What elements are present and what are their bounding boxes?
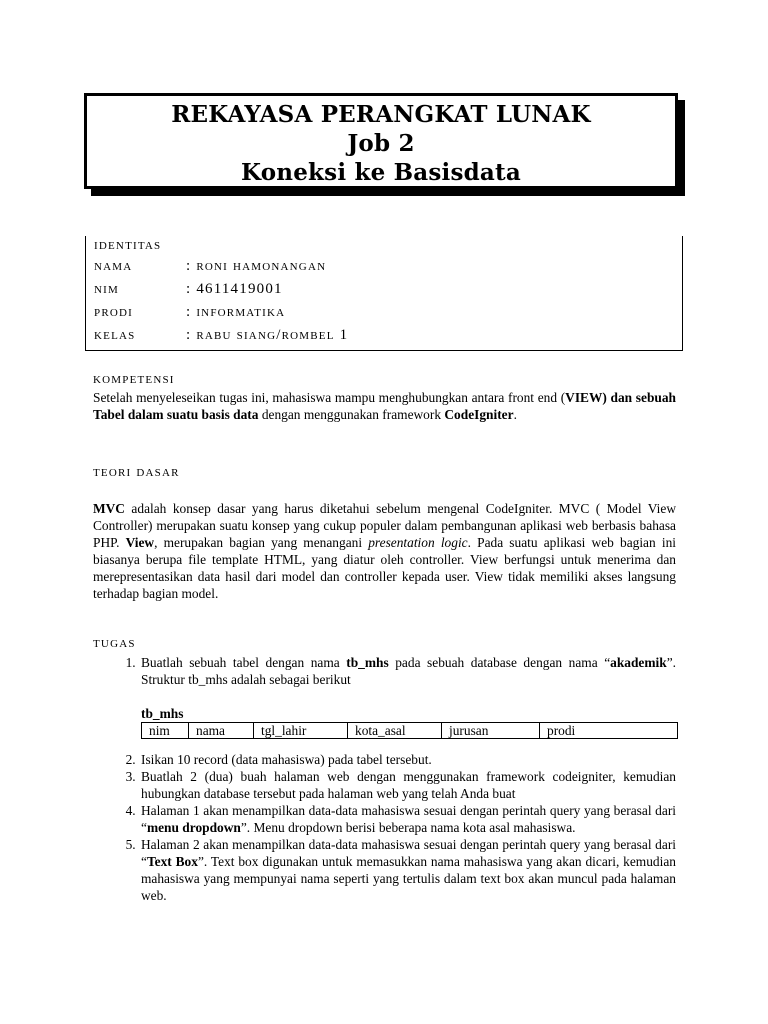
text-run: ”. Struktur tb_mhs adalah sebagai berikut: [141, 655, 676, 687]
document-title: REKAYASA PERANGKAT LUNAK: [171, 101, 591, 128]
text-run: Halaman 1 akan menampilkan data-data mahasiswa sesuai dengan perintah query yang berasal dari “: [141, 803, 676, 835]
text-run: Setelah menyeleseikan tugas ini, mahasiswa mampu menghubungkan antara front end (: [93, 390, 566, 405]
table-label: tb_mhs: [141, 706, 184, 721]
task-list: [93, 654, 676, 904]
text-run-italic: presentation logic: [368, 535, 468, 550]
text-run: adalah konsep dasar yang harus diketahui sebelum mengenal CodeIgniter. MVC ( Model View Controller) merupakan suatu konsep yang cukup populer dalam pembangunan aplikasi web berbasis bahasa PHP.: [93, 501, 676, 550]
task-item: [139, 768, 676, 802]
text-run: .: [513, 407, 517, 422]
text-run-bold: dan sebuah Tabel dalam suatu basis data: [93, 390, 676, 422]
identity-box: [85, 236, 683, 351]
identity-key: nama: [94, 258, 133, 274]
identity-value: : 4611419001: [186, 281, 283, 297]
text-run: ”. Text box digunakan untuk memasukkan nama mahasiswa yang akan dicari, kemudian mahasiswa yang mempunyai nama seperti yang tertulis dalam text box akan muncul pada halaman web.: [141, 854, 676, 903]
tugas-heading: tugas: [93, 635, 136, 651]
job-title: Koneksi ke Basisdata: [241, 159, 521, 186]
text-run-bold: akademik: [610, 655, 667, 670]
identity-key: nim: [94, 281, 119, 297]
identity-row-prodi: [94, 304, 285, 321]
title-box: [84, 93, 678, 189]
table-row: [142, 723, 678, 739]
text-run: Isikan 10 record (data mahasiswa) pada tabel tersebut.: [141, 752, 432, 767]
identity-row-kelas: [94, 327, 348, 344]
kompetensi-heading: kompetensi: [93, 371, 175, 387]
text-run-bold: CodeIgniter: [444, 407, 514, 422]
text-run: dengan menggunakan framework: [258, 407, 445, 422]
identity-heading: identitas: [94, 237, 162, 253]
teori-paragraph: [93, 500, 676, 602]
teori-heading: teori dasar: [93, 464, 180, 480]
task-item: [139, 654, 676, 751]
table-cell: nim: [142, 723, 189, 739]
text-run-bold: tb_mhs: [346, 655, 389, 670]
text-run: , merupakan bagian yang menangani: [154, 535, 369, 550]
table-cell: prodi: [540, 723, 678, 739]
task-item: [139, 751, 676, 768]
table-cell: jurusan: [442, 723, 540, 739]
job-number: Job 2: [347, 130, 415, 157]
identity-row-nama: [94, 258, 326, 275]
text-run-bold: menu dropdown: [146, 820, 241, 835]
task-item: [139, 802, 676, 836]
identity-row-nim: [94, 281, 283, 298]
task-item: [139, 836, 676, 904]
text-run-bold: View: [125, 535, 155, 550]
identity-value: : informatika: [186, 304, 286, 320]
table-cell: kota_asal: [348, 723, 442, 739]
text-run: Buatlah sebuah tabel dengan nama: [141, 655, 347, 670]
identity-key: prodi: [94, 304, 134, 320]
identity-key: kelas: [94, 327, 136, 343]
text-run: Buatlah 2 (dua) buah halaman web dengan menggunakan framework codeigniter, kemudian hubungkan database tersebut pada halaman web yang telah Anda buat: [141, 769, 676, 801]
table-cell: nama: [189, 723, 254, 739]
table-cell: tgl_lahir: [254, 723, 348, 739]
identity-value: : rabu siang/rombel 1: [186, 327, 349, 343]
kompetensi-paragraph: [93, 389, 676, 423]
text-run: pada sebuah database dengan nama “: [388, 655, 611, 670]
text-run: ”. Menu dropdown berisi beberapa nama kota asal mahasiswa.: [240, 820, 576, 835]
identity-value: : roni hamonangan: [186, 258, 327, 274]
text-run-bold: MVC: [93, 501, 125, 516]
tb-mhs-structure-table: [141, 722, 678, 739]
text-run: . Pada suatu aplikasi web bagian ini biasanya berupa file template HTML, yang diatur oleh controller. View berfungsi untuk menerima dan merepresentasikan data hasil dari model dan controller kepada user. View tidak memiliki akses langsung terhadap bagian model.: [93, 535, 676, 601]
text-run-bold: VIEW): [565, 390, 607, 405]
text-run: Halaman 2 akan menampilkan data-data mahasiswa sesuai dengan perintah query yang berasal dari “: [141, 837, 676, 869]
text-run-bold: Text Box: [146, 854, 198, 869]
